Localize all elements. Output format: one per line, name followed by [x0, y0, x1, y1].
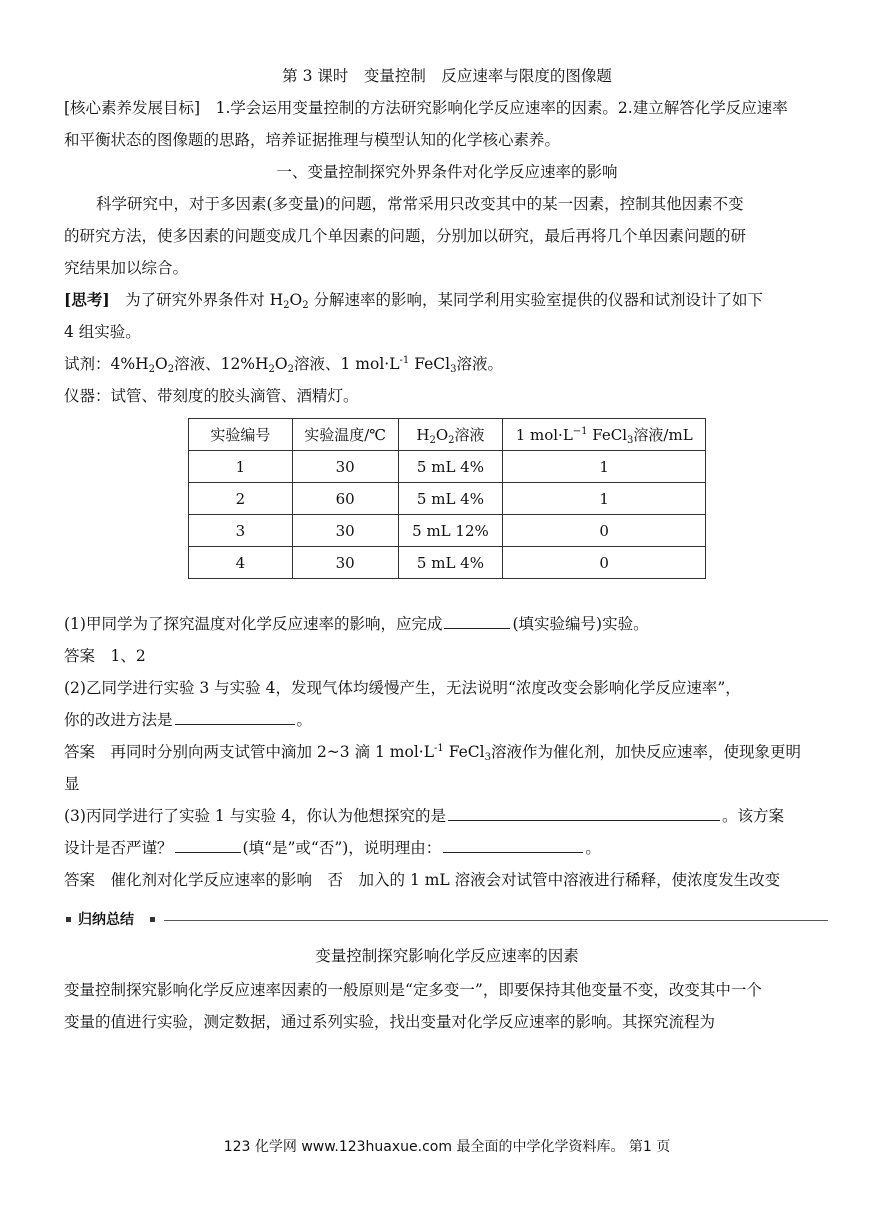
table-header-row	[189, 419, 706, 451]
summary-line-2: 变量的值进行实验，测定数据，通过系列实验，找出变量对化学反应速率的影响。其探究流程为	[64, 1013, 716, 1031]
intro-line-2: 的研究方法，使多因素的问题变成几个单因素的问题，分别加以研究，最后再将几个单因素问题的研	[64, 227, 747, 245]
col-header-fecl3: 1 $mol\cdot L^{-1}$ FeCl$_3$溶液/mL	[503, 419, 706, 451]
intro-line-1: 科学研究中，对于多因素(多变量)的问题，常常采用只改变其中的某一因素，控制其他因素不变	[96, 195, 744, 213]
answer-blank	[175, 710, 295, 725]
summary-heading: 变量控制探究影响化学反应速率的因素	[315, 947, 579, 965]
bullet-square-icon	[66, 917, 71, 922]
table-row: 2 60 5 mL 4% 1	[189, 483, 706, 515]
answer-label: 答案	[64, 647, 96, 665]
table-row: 4 30 5 mL 4% 0	[189, 547, 706, 579]
answer-blank	[175, 838, 241, 853]
think-line-1: [思考] 为了研究外界条件对 $H_2O_2$ 分解速率的影响，某同学利用实验室提供的仪器和试剂设计了如下	[64, 290, 764, 311]
reagents-line: 试剂：$4\%H_2O_2$溶液、$12\%H_2O_2$溶液、1 $mol\cdot L^{-1}$ FeCl$_3$溶液。	[64, 355, 503, 375]
answer-2-line-2: 显	[64, 775, 80, 793]
question-3-line-1: (3)丙同学进行了实验 1 与实验 4，你认为他想探究的是 。该方案	[64, 807, 784, 825]
answer-2-line-1: 答案 再同时分别向两支试管中滴加 2~3 滴 1 $mol\cdot L^{-1}$ FeCl$_3$溶液作为催化剂，加快反应速率，使现象更明	[64, 743, 801, 763]
summary-line-1: 变量控制探究影响化学反应速率因素的一般原则是“定多变一”，即要保持其他变量不变，改变其中一个	[64, 981, 762, 999]
question-2-line-1: (2)乙同学进行实验 3 与实验 4，发现气体均缓慢产生，无法说明“浓度改变会影响化学反应速率”，	[64, 679, 741, 697]
summary-label: 归纳总结	[78, 912, 134, 928]
summary-divider	[64, 910, 828, 930]
col-header-temp: 实验温度/℃	[292, 419, 398, 451]
question-2-line-2: 你的改进方法是 。	[64, 711, 313, 729]
question-1: (1)甲同学为了探究温度对化学反应速率的影响，应完成 (填实验编号)实验。	[64, 615, 649, 633]
core-goals-line-2: 和平衡状态的图像题的思路，培养证据推理与模型认知的化学核心素养。	[64, 131, 561, 149]
section-heading: 一、变量控制探究外界条件对化学反应速率的影响	[276, 163, 618, 181]
divider-line	[164, 920, 828, 921]
think-label: [思考]	[64, 290, 110, 309]
answer-1: 答案 1、2	[64, 647, 146, 665]
instruments-line: 仪器：试管、带刻度的胶头滴管、酒精灯。	[64, 387, 359, 405]
answer-3: 答案 催化剂对化学反应速率的影响 否 加入的 1 mL 溶液会对试管中溶液进行稀释，使浓度发生改变	[64, 871, 781, 889]
answer-label: 答案	[64, 743, 96, 761]
page-footer: 123 化学网 www.123huaxue.com 最全面的中学化学资料库。 第1 页	[223, 1139, 671, 1155]
answer-label: 答案	[64, 871, 96, 889]
intro-line-3: 究结果加以综合。	[64, 259, 189, 277]
think-line-2: 4 组实验。	[64, 323, 141, 341]
experiment-table	[188, 418, 706, 579]
col-header-h2o2: $H_2O_2$溶液	[398, 419, 503, 451]
core-goals-line-1: [核心素养发展目标] 1.学会运用变量控制的方法研究影响化学反应速率的因素。2.建立解答化学反应速率	[64, 99, 788, 117]
answer-blank	[444, 614, 510, 629]
table-row: 3 30 5 mL 12% 0	[189, 515, 706, 547]
answer-blank	[448, 806, 720, 821]
answer-blank	[443, 838, 583, 853]
table-row: 1 30 5 mL 4% 1	[189, 451, 706, 483]
col-header-id: 实验编号	[189, 419, 293, 451]
question-3-line-2: 设计是否严谨？ (填“是”或“否”)，说明理由： 。	[64, 839, 601, 857]
bullet-square-icon	[150, 917, 155, 922]
page-title: 第 3 课时 变量控制 反应速率与限度的图像题	[282, 67, 612, 85]
core-goals-label: [核心素养发展目标]	[64, 99, 201, 117]
